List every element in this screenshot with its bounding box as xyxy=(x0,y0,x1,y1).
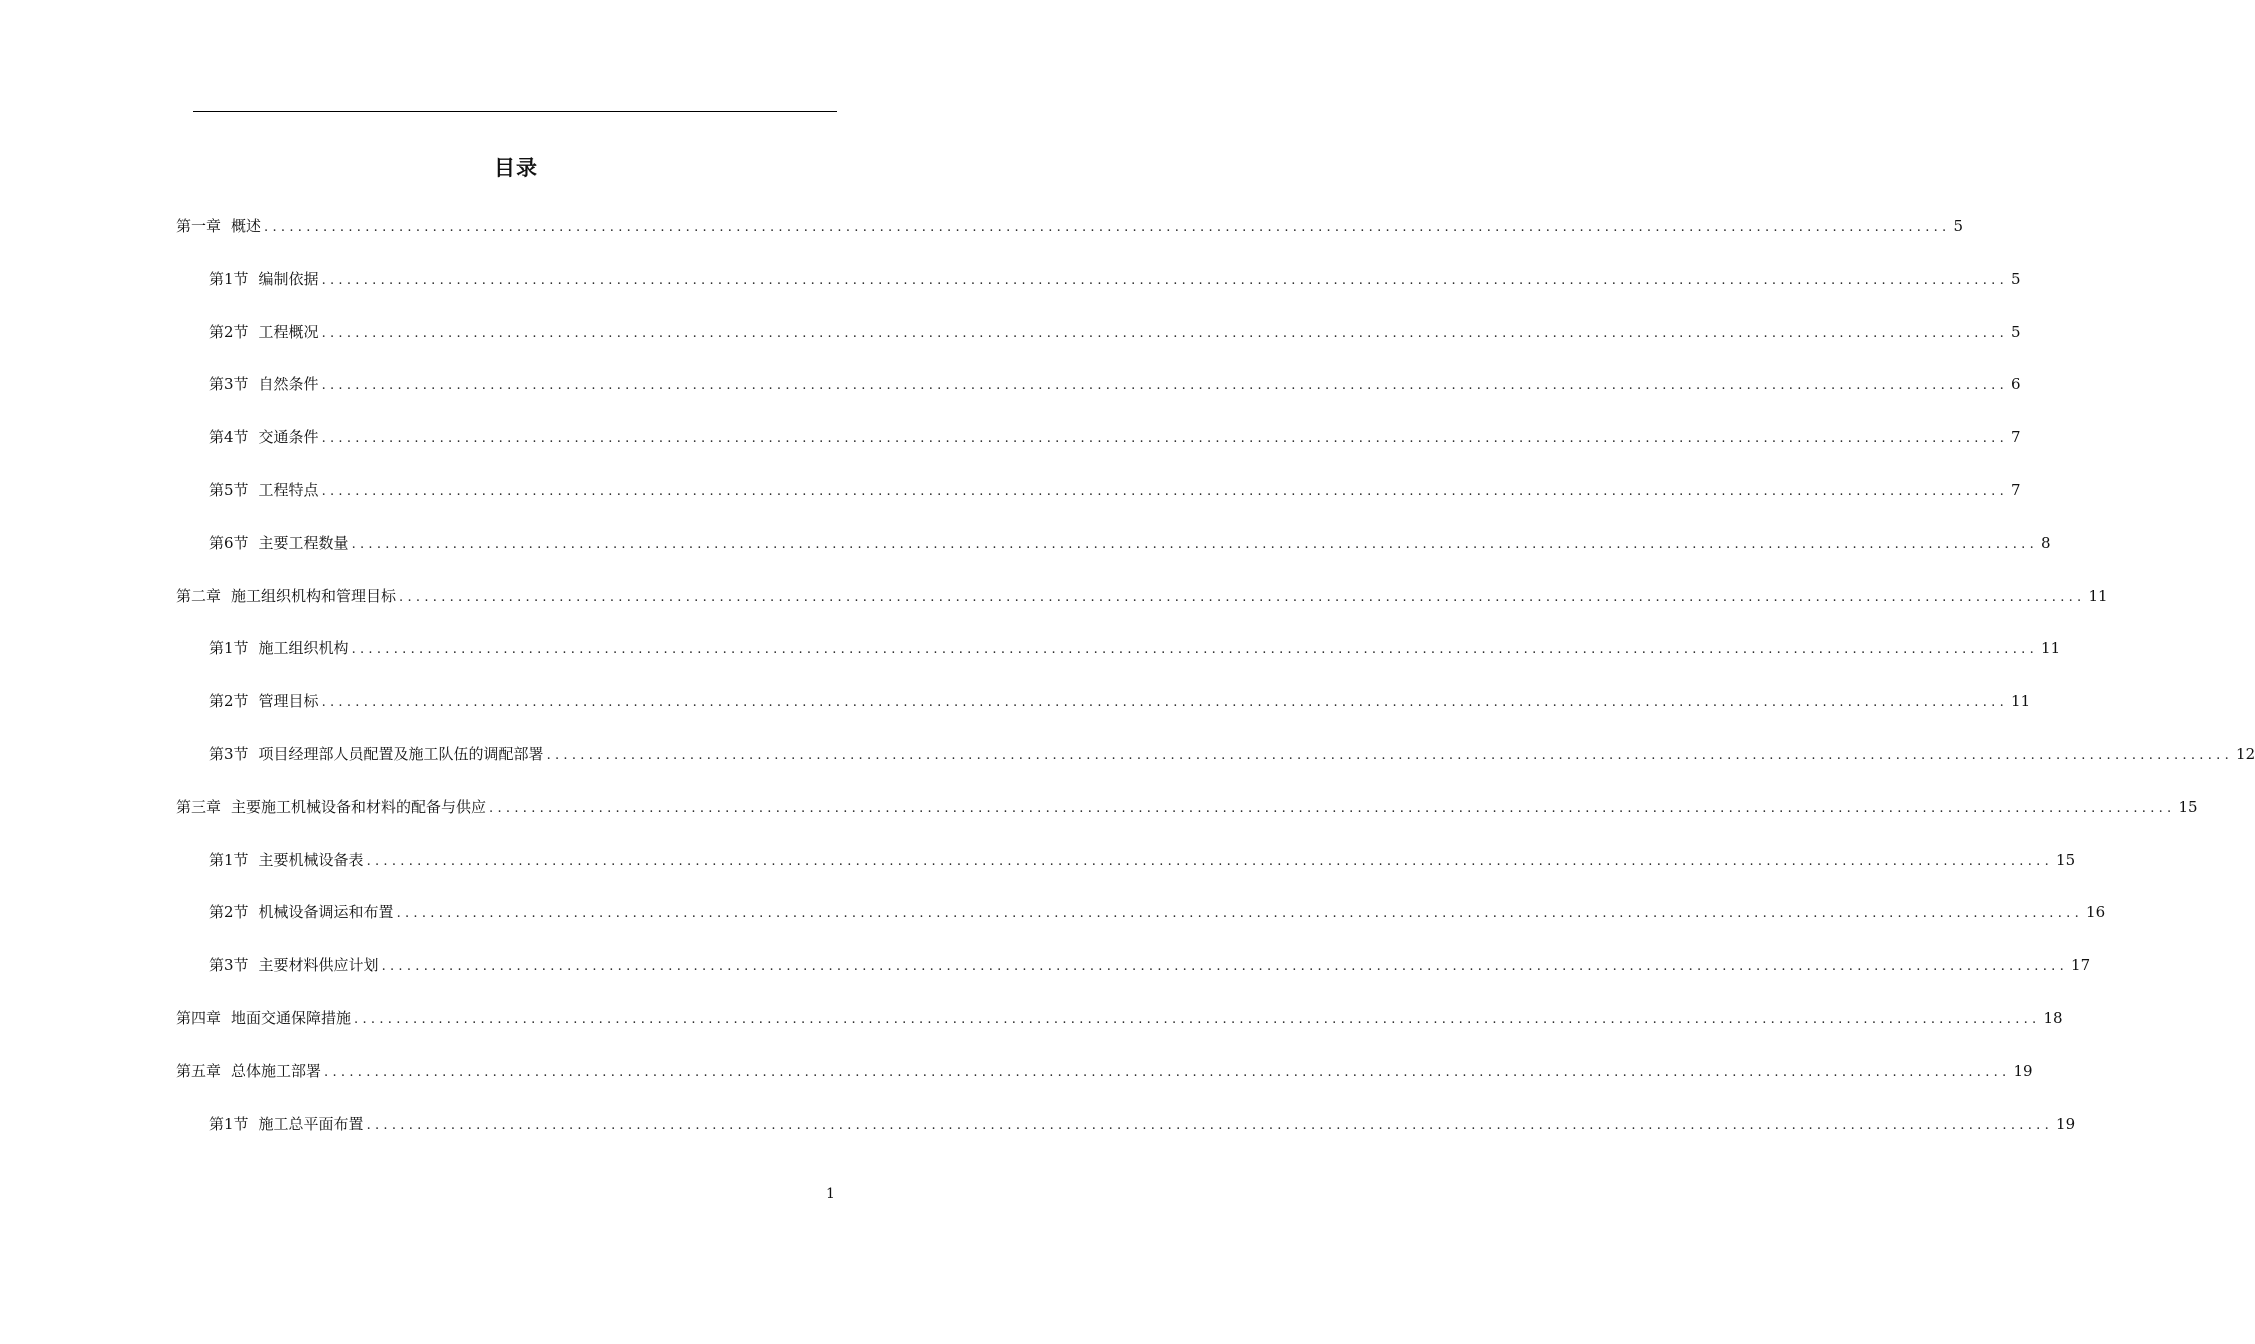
toc-dot-leader: ........................................................................................................................................................................................................ xyxy=(396,906,2084,922)
toc-entry-number: 第3节 xyxy=(209,375,249,394)
toc-entry-title: 主要材料供应计划 xyxy=(258,956,379,975)
toc-entry[interactable] xyxy=(209,742,2255,766)
toc-entry-title: 施工组织机构 xyxy=(258,639,349,658)
toc-entry[interactable] xyxy=(209,848,2076,872)
toc-entry-number: 第2节 xyxy=(209,692,249,711)
toc-dot-leader: ........................................................................................................................................................................................................ xyxy=(381,959,2069,975)
toc-dot-leader: ........................................................................................................................................................................................................ xyxy=(321,484,2009,499)
toc-dot-leader: ........................................................................................................................................................................................................ xyxy=(546,748,2234,763)
toc-entry-page: 16 xyxy=(2086,903,2106,922)
toc-entry-page: 15 xyxy=(2056,850,2076,869)
toc-entry-title: 施工总平面布置 xyxy=(258,1114,364,1133)
toc-entry-page: 17 xyxy=(2071,956,2091,975)
toc-entry-page: 5 xyxy=(2011,322,2021,341)
toc-entry[interactable] xyxy=(209,953,2091,977)
toc-entry-number: 第1节 xyxy=(209,1114,249,1133)
toc-entry-title: 机械设备调运和布置 xyxy=(258,903,394,922)
toc-entry[interactable] xyxy=(176,584,2108,608)
toc-entry-page: 15 xyxy=(2178,797,2198,816)
toc-entry-title: 交通条件 xyxy=(258,428,319,447)
toc-dot-leader: ........................................................................................................................................................................................................ xyxy=(489,800,2176,816)
toc-entry-page: 7 xyxy=(2011,428,2021,447)
toc-entry-number: 第四章 xyxy=(176,1009,222,1027)
toc-entry-title: 项目经理部人员配置及施工队伍的调配部署 xyxy=(258,745,544,763)
toc-entry-page: 11 xyxy=(2088,586,2108,605)
toc-entry-page: 18 xyxy=(2043,1009,2063,1027)
toc-entry[interactable] xyxy=(209,372,2021,396)
toc-dot-leader: ........................................................................................................................................................................................................ xyxy=(351,642,2039,658)
toc-dot-leader: ........................................................................................................................................................................................................ xyxy=(321,695,2009,711)
toc-entry-number: 第2节 xyxy=(209,903,249,922)
toc-entry-title: 工程概况 xyxy=(258,322,319,341)
toc-entry-title: 地面交通保障措施 xyxy=(231,1009,352,1027)
toc-entry[interactable] xyxy=(209,478,2021,502)
toc-entry-number: 第3节 xyxy=(209,956,249,975)
toc-dot-leader: ........................................................................................................................................................................................................ xyxy=(324,1064,2011,1080)
toc-entry-page: 5 xyxy=(2011,269,2021,288)
toc-entry[interactable] xyxy=(176,1059,2033,1083)
toc-entry-number: 第1节 xyxy=(209,850,249,869)
toc-dot-leader: ........................................................................................................................................................................................................ xyxy=(264,220,1951,235)
toc-entry-number: 第2节 xyxy=(209,322,249,341)
toc-dot-leader: ........................................................................................................................................................................................................ xyxy=(366,1117,2054,1133)
toc-entry-title: 工程特点 xyxy=(258,481,319,499)
toc-entry-number: 第1节 xyxy=(209,639,249,658)
toc-entry-number: 第3节 xyxy=(209,745,249,763)
toc-entry[interactable] xyxy=(176,1006,2063,1030)
toc-entry-title: 概述 xyxy=(231,217,262,235)
toc-entry-title: 施工组织机构和管理目标 xyxy=(231,586,397,605)
toc-entry-number: 第5节 xyxy=(209,481,249,499)
toc-entry[interactable] xyxy=(176,795,2198,819)
toc-entry-title: 总体施工部署 xyxy=(231,1061,322,1080)
toc-entry-number: 第二章 xyxy=(176,586,222,605)
toc-dot-leader: ........................................................................................................................................................................................................ xyxy=(321,272,2009,288)
toc-dot-leader: ........................................................................................................................................................................................................ xyxy=(354,1012,2041,1027)
toc-dot-leader: ........................................................................................................................................................................................................ xyxy=(321,431,2009,447)
toc-entry-title: 主要工程数量 xyxy=(258,533,349,552)
toc-entry[interactable] xyxy=(209,900,2106,924)
toc-entry-page: 19 xyxy=(2013,1061,2033,1080)
toc-entry-title: 编制依据 xyxy=(258,269,319,288)
toc-entry[interactable] xyxy=(209,320,2021,344)
toc-dot-leader: ........................................................................................................................................................................................................ xyxy=(366,853,2054,869)
toc-entry-page: 11 xyxy=(2041,639,2061,658)
toc-dot-leader: ........................................................................................................................................................................................................ xyxy=(351,536,2039,552)
toc-entry-number: 第6节 xyxy=(209,533,249,552)
toc-entry-page: 7 xyxy=(2011,481,2021,499)
toc-entry-page: 5 xyxy=(1953,217,1964,235)
toc-entry-page: 6 xyxy=(2011,375,2021,394)
toc-title: 目录 xyxy=(494,156,538,180)
toc-entry-number: 第1节 xyxy=(209,269,249,288)
toc-entry-number: 第三章 xyxy=(176,797,222,816)
toc-entry-page: 12 xyxy=(2236,745,2255,763)
toc-entry[interactable] xyxy=(209,425,2021,449)
toc-entry-number: 第一章 xyxy=(176,217,222,235)
toc-dot-leader: ........................................................................................................................................................................................................ xyxy=(321,325,2009,341)
toc-entry[interactable] xyxy=(209,267,2021,291)
toc-entry[interactable] xyxy=(176,214,1964,238)
toc-entry-title: 主要机械设备表 xyxy=(258,850,364,869)
toc-entry-title: 自然条件 xyxy=(258,375,319,394)
toc-entry-title: 管理目标 xyxy=(258,692,319,711)
toc-entry-number: 第4节 xyxy=(209,428,249,447)
page-number: 1 xyxy=(826,1186,835,1202)
toc-entry-number: 第五章 xyxy=(176,1061,222,1080)
toc-entry[interactable] xyxy=(209,531,2051,555)
toc-entry[interactable] xyxy=(209,636,2061,660)
toc-dot-leader: ........................................................................................................................................................................................................ xyxy=(399,589,2086,605)
toc-entry-page: 19 xyxy=(2056,1114,2076,1133)
toc-entry[interactable] xyxy=(209,1112,2076,1136)
toc-entry-page: 11 xyxy=(2011,692,2031,711)
toc-dot-leader: ........................................................................................................................................................................................................ xyxy=(321,378,2009,394)
toc-entry-title: 主要施工机械设备和材料的配备与供应 xyxy=(231,797,487,816)
toc-entry-page: 8 xyxy=(2041,533,2051,552)
toc-entry[interactable] xyxy=(209,689,2031,713)
